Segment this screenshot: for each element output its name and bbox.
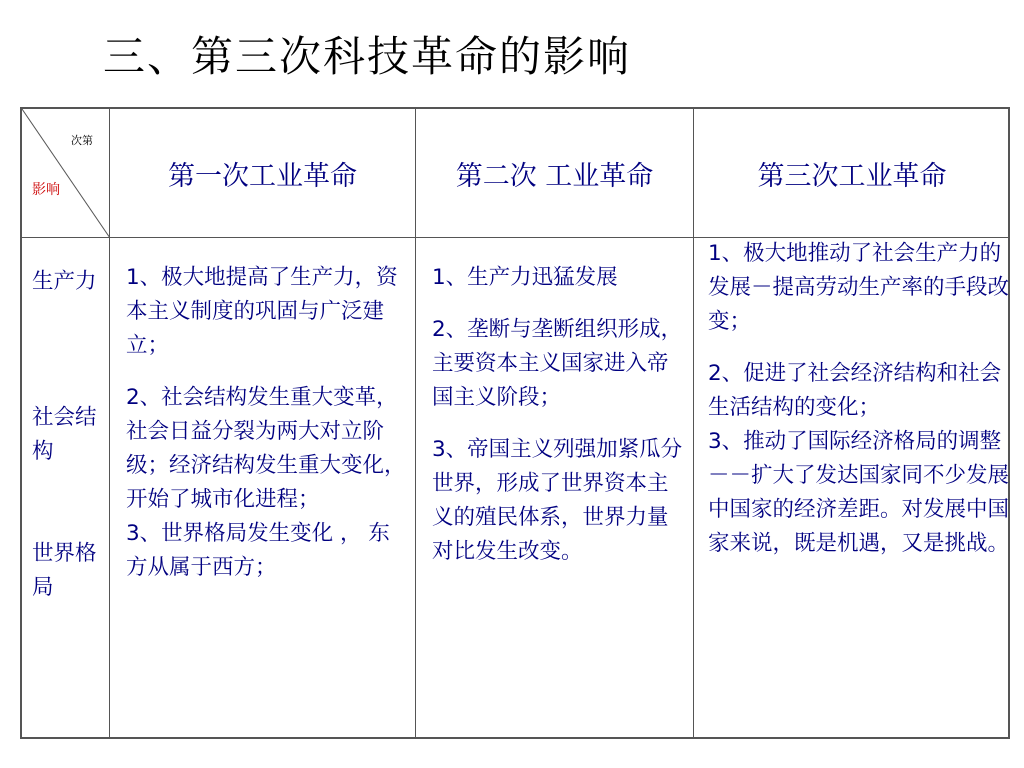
impact-item: 3、帝国主义列强加紧瓜分世界，形成了世界资本主义的殖民体系，世界力量对比发生改变。	[432, 437, 683, 564]
cell-second-revolution	[432, 261, 688, 569]
cell-first-revolution	[126, 261, 406, 585]
header-second-revolution: 第二次 工业革命	[455, 161, 654, 192]
impact-item: 3、世界格局发生变化 ， 东方从属于西方；	[126, 521, 390, 580]
corner-diagonal	[22, 109, 110, 238]
row-label-world-pattern: 世界格局	[32, 541, 97, 600]
impact-item: 2、垄断与垄断组织形成，主要资本主义国家进入帝国主义阶段；	[432, 317, 683, 410]
corner-label-bottom: 影响	[32, 182, 60, 198]
cell-third-revolution	[708, 237, 1010, 561]
impact-item: 2、促进了社会经济结构和社会生活结构的变化；	[708, 361, 1002, 420]
impact-item: 1、极大地提高了生产力，资本主义制度的巩固与广泛建立；	[126, 265, 398, 358]
impact-item: 1、生产力迅猛发展	[432, 265, 618, 290]
row-label-productivity: 生产力	[32, 269, 97, 294]
header-third-revolution: 第三次工业革命	[757, 161, 947, 192]
impact-item: 1、极大地推动了社会生产力的发展－提高劳动生产率的手段改变；	[708, 241, 1010, 334]
header-first-revolution: 第一次工业革命	[168, 161, 357, 192]
row-label-social-structure: 社会结构	[32, 405, 97, 464]
impact-item: 2、社会结构发生重大变革，社会日益分裂为两大对立阶级；经济结构发生重大变化，开始了城市化进程；	[126, 385, 406, 512]
page-title: 三、第三次科技革命的影响	[103, 32, 632, 81]
impact-table	[20, 107, 1010, 739]
impact-item: 3、推动了国际经济格局的调整－－扩大了发达国家同不少发展中国家的经济差距。对发展中国家来说，既是机遇，又是挑战。	[708, 429, 1010, 556]
corner-label-top: 次第	[71, 134, 93, 147]
